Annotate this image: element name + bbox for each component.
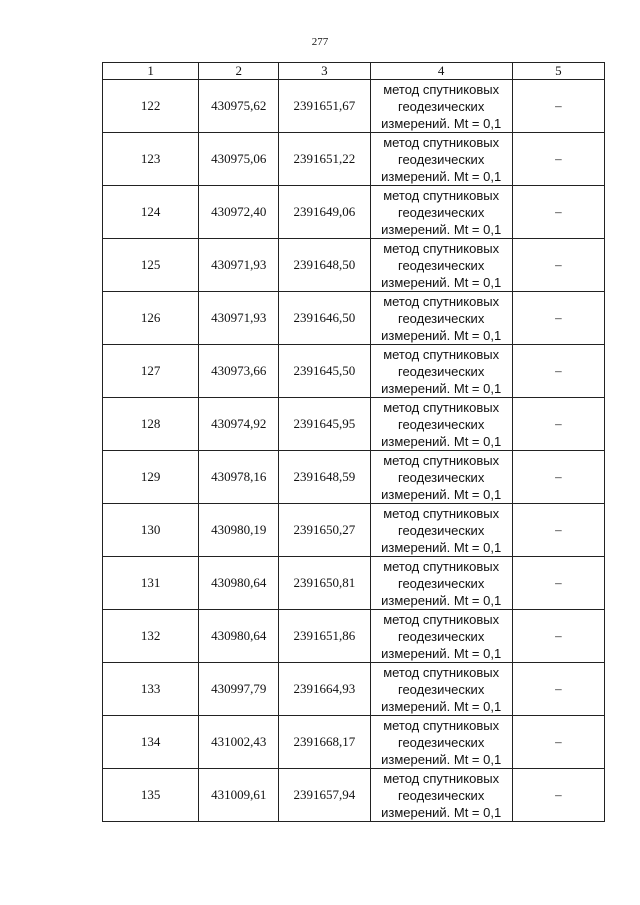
table-row	[103, 663, 605, 716]
method-text-line2: геодезических	[397, 469, 485, 485]
y-coordinate-cell: 2391645,50	[279, 345, 370, 398]
point-number-cell: 123	[103, 133, 199, 186]
method-text-line3: измерений. Mt = 0,1	[381, 804, 502, 820]
note-cell: –	[512, 80, 604, 133]
header-col-3: 3	[279, 63, 370, 80]
x-coordinate-cell: 430972,40	[199, 186, 279, 239]
x-coordinate-cell: 430997,79	[199, 663, 279, 716]
method-text-line2: геодезических	[397, 628, 485, 644]
note-cell: –	[512, 186, 604, 239]
point-number-cell: 127	[103, 345, 199, 398]
method-cell	[370, 716, 512, 769]
y-coordinate-cell: 2391648,50	[279, 239, 370, 292]
method-cell	[370, 186, 512, 239]
table-row	[103, 610, 605, 663]
note-cell: –	[512, 239, 604, 292]
table-row	[103, 769, 605, 822]
method-text-line2: геодезических	[397, 575, 485, 591]
table-row	[103, 398, 605, 451]
method-text-line3: измерений. Mt = 0,1	[381, 221, 502, 237]
method-text-line2: геодезических	[397, 151, 485, 167]
method-text-line2: геодезических	[397, 257, 485, 273]
method-cell	[370, 769, 512, 822]
table-row	[103, 716, 605, 769]
point-number-cell: 130	[103, 504, 199, 557]
x-coordinate-cell: 430980,19	[199, 504, 279, 557]
method-text-line2: геодезических	[397, 681, 485, 697]
method-text-line3: измерений. Mt = 0,1	[381, 274, 502, 290]
point-number-cell: 126	[103, 292, 199, 345]
x-coordinate-cell: 430974,92	[199, 398, 279, 451]
y-coordinate-cell: 2391651,22	[279, 133, 370, 186]
method-text-line2: геодезических	[397, 734, 485, 750]
header-row	[103, 63, 605, 80]
method-text-line3: измерений. Mt = 0,1	[381, 698, 502, 714]
y-coordinate-cell: 2391650,81	[279, 557, 370, 610]
table-row	[103, 451, 605, 504]
x-coordinate-cell: 430980,64	[199, 557, 279, 610]
method-text-line2: геодезических	[397, 310, 485, 326]
header-col-4: 4	[370, 63, 512, 80]
y-coordinate-cell: 2391646,50	[279, 292, 370, 345]
method-text-line1: метод спутниковых	[383, 717, 500, 733]
method-text-line3: измерений. Mt = 0,1	[381, 327, 502, 343]
table-row	[103, 292, 605, 345]
point-number-cell: 132	[103, 610, 199, 663]
method-text-line1: метод спутниковых	[383, 664, 500, 680]
method-text-line2: геодезических	[397, 204, 485, 220]
point-number-cell: 131	[103, 557, 199, 610]
method-text-line1: метод спутниковых	[383, 770, 500, 786]
y-coordinate-cell: 2391648,59	[279, 451, 370, 504]
method-text-line2: геодезических	[397, 787, 485, 803]
header-col-1: 1	[103, 63, 199, 80]
method-cell	[370, 663, 512, 716]
method-text-line2: геодезических	[397, 363, 485, 379]
method-cell	[370, 345, 512, 398]
method-cell	[370, 557, 512, 610]
point-number-cell: 122	[103, 80, 199, 133]
method-text-line2: геодезических	[397, 98, 485, 114]
y-coordinate-cell: 2391668,17	[279, 716, 370, 769]
method-text-line3: измерений. Mt = 0,1	[381, 115, 502, 131]
method-cell	[370, 239, 512, 292]
table-body	[103, 80, 605, 822]
method-cell	[370, 451, 512, 504]
method-text-line1: метод спутниковых	[383, 240, 500, 256]
note-cell: –	[512, 663, 604, 716]
table-row	[103, 186, 605, 239]
y-coordinate-cell: 2391645,95	[279, 398, 370, 451]
coordinates-table	[102, 62, 605, 822]
method-text-line1: метод спутниковых	[383, 293, 500, 309]
note-cell: –	[512, 557, 604, 610]
method-text-line1: метод спутниковых	[383, 558, 500, 574]
point-number-cell: 134	[103, 716, 199, 769]
method-text-line1: метод спутниковых	[383, 81, 500, 97]
method-cell	[370, 133, 512, 186]
method-cell	[370, 398, 512, 451]
table-header	[103, 63, 605, 80]
y-coordinate-cell: 2391657,94	[279, 769, 370, 822]
note-cell: –	[512, 504, 604, 557]
y-coordinate-cell: 2391651,86	[279, 610, 370, 663]
y-coordinate-cell: 2391651,67	[279, 80, 370, 133]
x-coordinate-cell: 430971,93	[199, 239, 279, 292]
point-number-cell: 128	[103, 398, 199, 451]
method-text-line2: геодезических	[397, 522, 485, 538]
method-cell	[370, 292, 512, 345]
method-text-line3: измерений. Mt = 0,1	[381, 751, 502, 767]
point-number-cell: 133	[103, 663, 199, 716]
note-cell: –	[512, 398, 604, 451]
note-cell: –	[512, 610, 604, 663]
header-col-2: 2	[199, 63, 279, 80]
table-row	[103, 133, 605, 186]
note-cell: –	[512, 716, 604, 769]
y-coordinate-cell: 2391649,06	[279, 186, 370, 239]
method-text-line2: геодезических	[397, 416, 485, 432]
note-cell: –	[512, 345, 604, 398]
method-text-line3: измерений. Mt = 0,1	[381, 539, 502, 555]
method-text-line3: измерений. Mt = 0,1	[381, 645, 502, 661]
point-number-cell: 135	[103, 769, 199, 822]
note-cell: –	[512, 292, 604, 345]
method-cell	[370, 610, 512, 663]
table-row	[103, 80, 605, 133]
method-text-line1: метод спутниковых	[383, 611, 500, 627]
table-row	[103, 239, 605, 292]
method-text-line3: измерений. Mt = 0,1	[381, 433, 502, 449]
method-text-line1: метод спутниковых	[383, 187, 500, 203]
method-text-line1: метод спутниковых	[383, 452, 500, 468]
method-text-line1: метод спутниковых	[383, 346, 500, 362]
x-coordinate-cell: 430975,62	[199, 80, 279, 133]
point-number-cell: 129	[103, 451, 199, 504]
table-row	[103, 557, 605, 610]
x-coordinate-cell: 430975,06	[199, 133, 279, 186]
table-row	[103, 345, 605, 398]
point-number-cell: 125	[103, 239, 199, 292]
method-text-line3: измерений. Mt = 0,1	[381, 168, 502, 184]
x-coordinate-cell: 430978,16	[199, 451, 279, 504]
method-text-line1: метод спутниковых	[383, 399, 500, 415]
x-coordinate-cell: 431002,43	[199, 716, 279, 769]
note-cell: –	[512, 133, 604, 186]
method-text-line3: измерений. Mt = 0,1	[381, 380, 502, 396]
page-number: 277	[311, 36, 329, 48]
table-row	[103, 504, 605, 557]
y-coordinate-cell: 2391664,93	[279, 663, 370, 716]
header-col-5: 5	[512, 63, 604, 80]
method-text-line3: измерений. Mt = 0,1	[381, 592, 502, 608]
method-text-line1: метод спутниковых	[383, 134, 500, 150]
x-coordinate-cell: 430971,93	[199, 292, 279, 345]
y-coordinate-cell: 2391650,27	[279, 504, 370, 557]
x-coordinate-cell: 430980,64	[199, 610, 279, 663]
method-cell	[370, 504, 512, 557]
note-cell: –	[512, 769, 604, 822]
x-coordinate-cell: 430973,66	[199, 345, 279, 398]
point-number-cell: 124	[103, 186, 199, 239]
method-text-line3: измерений. Mt = 0,1	[381, 486, 502, 502]
method-text-line1: метод спутниковых	[383, 505, 500, 521]
note-cell: –	[512, 451, 604, 504]
x-coordinate-cell: 431009,61	[199, 769, 279, 822]
method-cell	[370, 80, 512, 133]
